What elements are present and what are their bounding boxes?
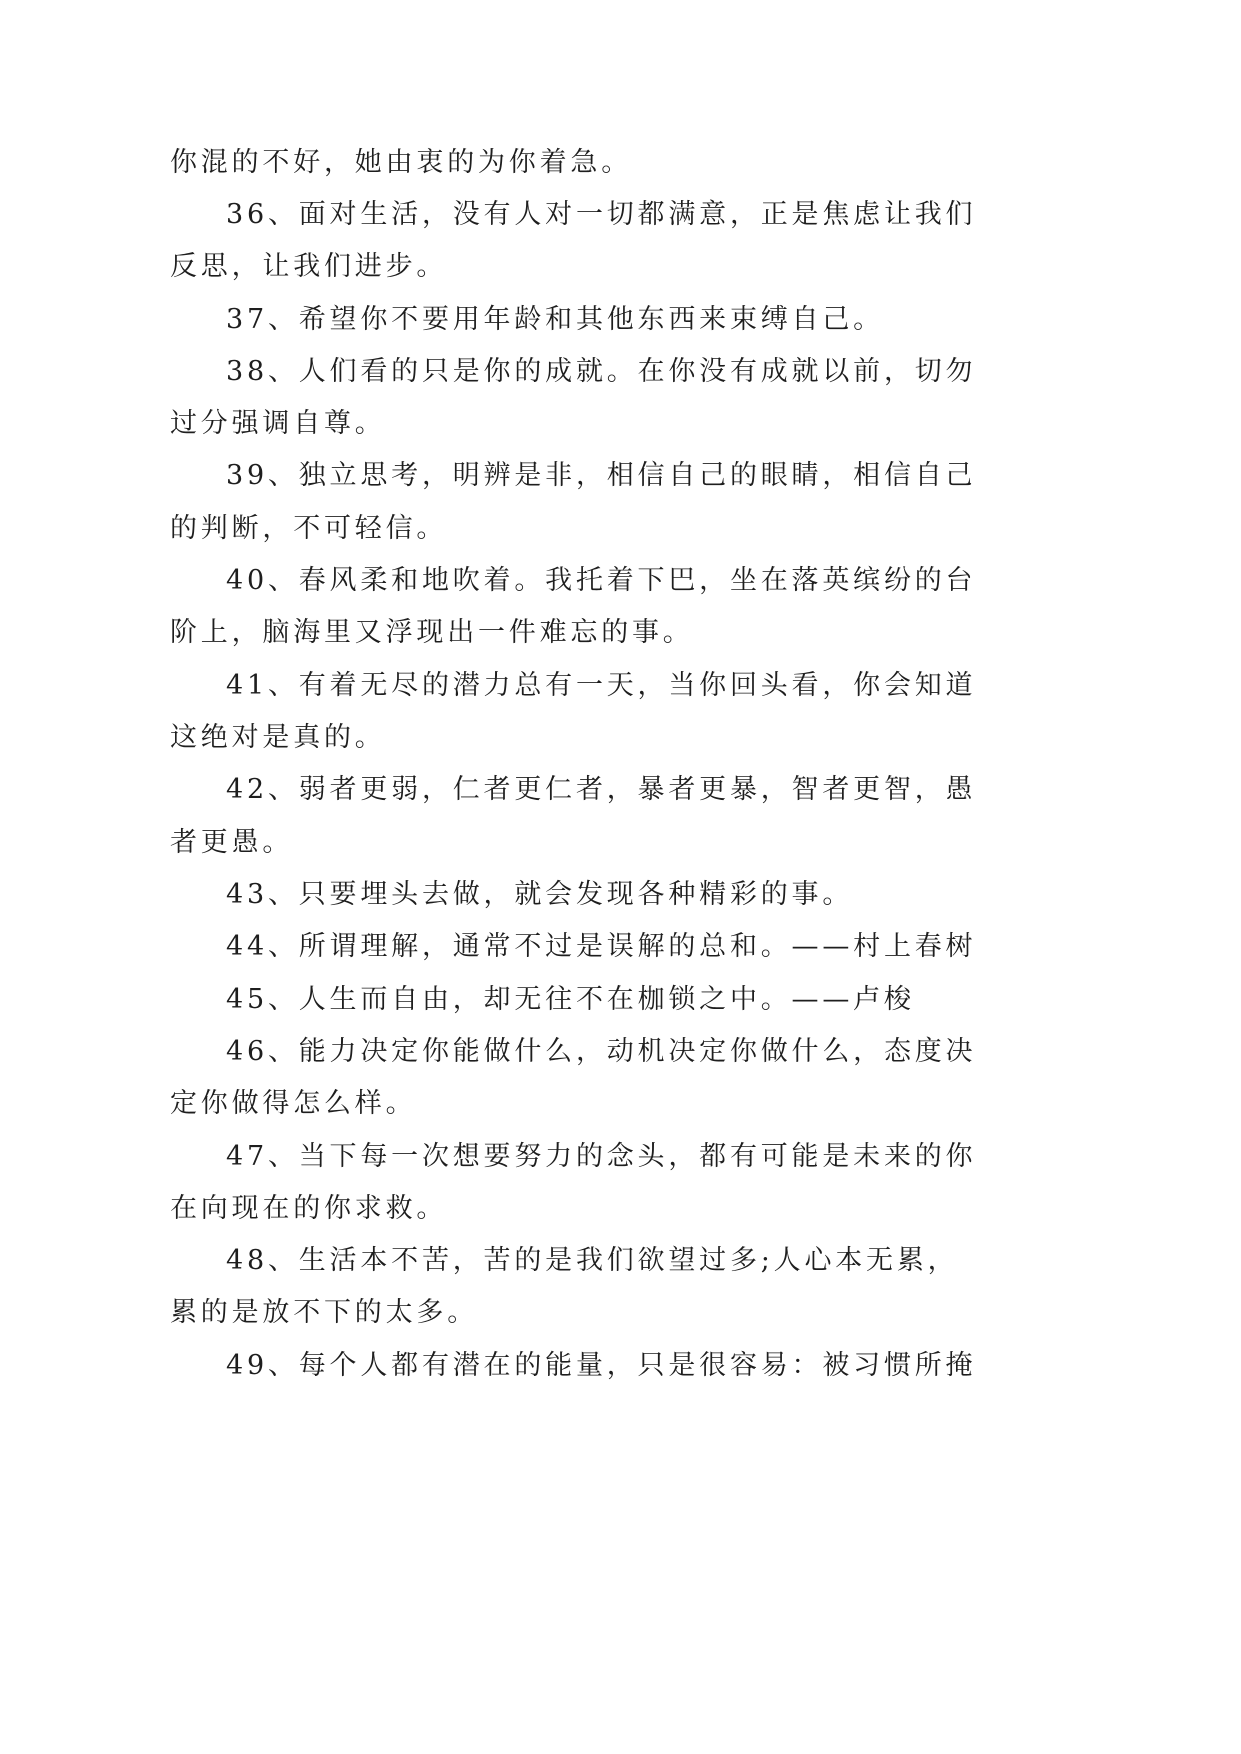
text-line: 39、独立思考，明辨是非，相信自己的眼睛，相信自己 — [226, 460, 977, 491]
text-line: 阶上，脑海里又浮现出一件难忘的事。 — [170, 617, 694, 648]
text-line: 43、只要埋头去做，就会发现各种精彩的事。 — [226, 879, 854, 910]
text-line: 的判断，不可轻信。 — [170, 513, 448, 544]
text-line: 定你做得怎么样。 — [170, 1088, 417, 1119]
text-line: 40、春风柔和地吹着。我托着下巴，坐在落英缤纷的台 — [226, 565, 977, 596]
text-line: 37、希望你不要用年龄和其他东西来束缚自己。 — [226, 304, 884, 335]
text-line: 38、人们看的只是你的成就。在你没有成就以前，切勿 — [226, 356, 977, 387]
text-line: 42、弱者更弱，仁者更仁者，暴者更暴，智者更智，愚 — [226, 774, 977, 805]
text-line: 44、所谓理解，通常不过是误解的总和。——村上春树 — [226, 931, 977, 962]
text-line: 47、当下每一次想要努力的念头，都有可能是未来的你 — [226, 1141, 977, 1172]
text-line: 45、人生而自由，却无往不在枷锁之中。——卢梭 — [226, 984, 915, 1015]
text-line: 41、有着无尽的潜力总有一天，当你回头看，你会知道 — [226, 670, 977, 701]
text-line: 46、能力决定你能做什么，动机决定你做什么，态度决 — [226, 1036, 977, 1067]
text-line: 48、生活本不苦，苦的是我们欲望过多;人心本无累， — [226, 1245, 959, 1276]
text-line: 在向现在的你求救。 — [170, 1193, 448, 1224]
text-line: 反思，让我们进步。 — [170, 251, 448, 282]
text-line: 49、每个人都有潜在的能量，只是很容易：被习惯所掩 — [226, 1350, 977, 1381]
text-line: 你混的不好，她由衷的为你着急。 — [170, 147, 632, 178]
text-line: 这绝对是真的。 — [170, 722, 386, 753]
text-line: 36、面对生活，没有人对一切都满意，正是焦虑让我们 — [226, 199, 977, 230]
text-line: 过分强调自尊。 — [170, 408, 386, 439]
text-line: 累的是放不下的太多。 — [170, 1297, 478, 1328]
text-line: 者更愚。 — [170, 827, 294, 858]
